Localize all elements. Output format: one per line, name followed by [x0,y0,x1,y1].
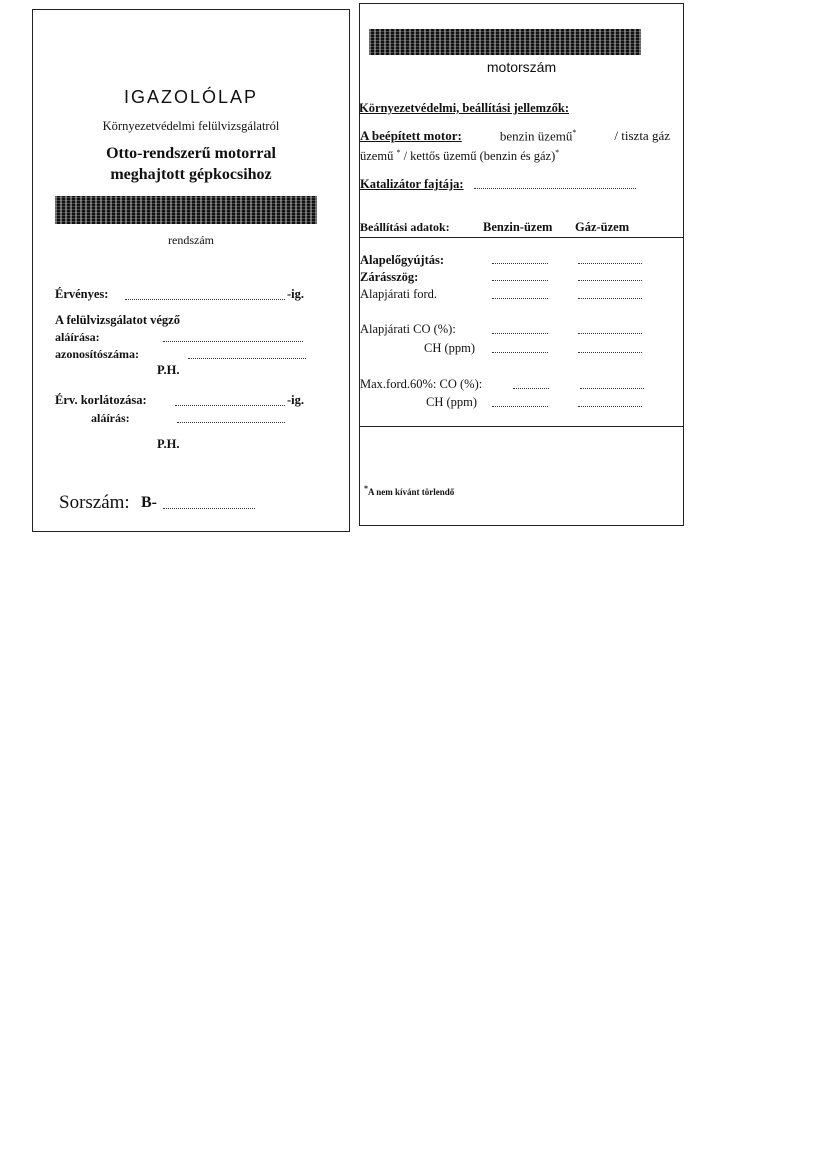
document-heading-line-1: Otto-rendszerű motorral [106,145,276,162]
valid-until-suffix: -ig. [287,287,305,301]
inspector-label: A felülvizsgálatot végző [55,313,180,327]
column-petrol-header: Benzin-üzem [483,220,553,234]
restriction-signature-field[interactable] [177,422,285,423]
row-max-ch-gas-field[interactable] [578,406,642,407]
env-settings-heading: Környezetvédelmi, beállítási jellemzők: [359,101,570,115]
row-idle-speed-petrol-field[interactable] [492,298,548,299]
row-max-co-gas-field[interactable] [580,388,644,389]
restriction-signature-label: aláírás: [91,411,130,425]
redacted-engine-number [369,29,641,55]
document-title: IGAZOLÓLAP [123,87,259,107]
plate-number-label: rendszám [168,233,214,247]
row-ignition-timing-label: Alapelőgyújtás: [360,253,445,267]
serial-number-prefix: B- [141,494,157,511]
validity-restriction-suffix: -ig. [287,393,305,407]
engine-separator-1: / tiszta gáz [614,128,670,143]
engine-option-gas[interactable]: üzemű * [360,148,401,164]
validity-restriction-label: Érv. korlátozása: [55,393,147,407]
row-idle-ch-petrol-field[interactable] [492,352,548,353]
row-idle-co-gas-field[interactable] [578,333,642,334]
serial-number-field[interactable] [163,508,255,509]
row-max-co-label: Max.ford.60%: CO (%): [360,377,483,391]
redacted-plate-number [55,196,317,224]
footnote-marker: * [364,484,368,493]
catalyst-type-field[interactable] [474,188,636,189]
row-ignition-timing-petrol-field[interactable] [492,263,548,264]
certificate-left-card [32,9,350,532]
signature-field[interactable] [163,341,303,342]
row-max-co-petrol-field[interactable] [513,388,549,389]
valid-until-label: Érvényes: [55,287,109,301]
row-ignition-timing-gas-field[interactable] [578,263,642,264]
row-idle-co-petrol-field[interactable] [492,333,548,334]
row-idle-ch-gas-field[interactable] [578,352,642,353]
certificate-right-card [359,3,684,526]
settings-data-heading: Beállítási adatok: [360,220,450,234]
engine-option-dual[interactable]: / kettős üzemű (benzin és gáz)* [403,148,560,164]
row-dwell-angle-gas-field[interactable] [578,280,642,281]
row-idle-ch-label: CH (ppm) [424,341,476,355]
table-header-rule [360,237,683,238]
catalyst-type-label: Katalizátor fajtája: [360,177,464,191]
signature-label: aláírása: [55,330,100,344]
serial-number-label: Sorszám: [59,492,130,513]
valid-until-field[interactable] [125,299,285,300]
stamp-place-2: P.H. [157,437,180,451]
row-idle-co-label: Alapjárati CO (%): [360,322,456,336]
engine-number-label: motorszám [486,59,557,75]
id-number-field[interactable] [188,358,306,359]
row-idle-speed-gas-field[interactable] [578,298,642,299]
row-idle-speed-label: Alapjárati ford. [360,287,438,301]
row-max-ch-label: CH (ppm) [426,395,478,409]
footnote-text: A nem kívánt törlendő [368,487,455,497]
document-subtitle: Környezetvédelmi felülvizsgálatról [102,119,280,133]
stamp-place-1: P.H. [157,363,180,377]
row-dwell-angle-label: Zárásszög: [360,270,419,284]
document-heading-line-2: meghajtott gépkocsihoz [110,166,272,183]
engine-type-line-2 [360,148,559,164]
column-gas-header: Gáz-üzem [575,220,630,234]
row-max-ch-petrol-field[interactable] [492,406,548,407]
validity-restriction-field[interactable] [175,405,285,406]
footnote [364,484,454,497]
row-dwell-angle-petrol-field[interactable] [492,280,548,281]
id-number-label: azonosítószáma: [55,347,139,361]
engine-type-line-1 [360,128,670,144]
engine-option-petrol[interactable]: benzin üzemű* [499,128,577,144]
table-footer-rule [360,426,683,427]
engine-type-label: A beépített motor: [360,128,462,143]
